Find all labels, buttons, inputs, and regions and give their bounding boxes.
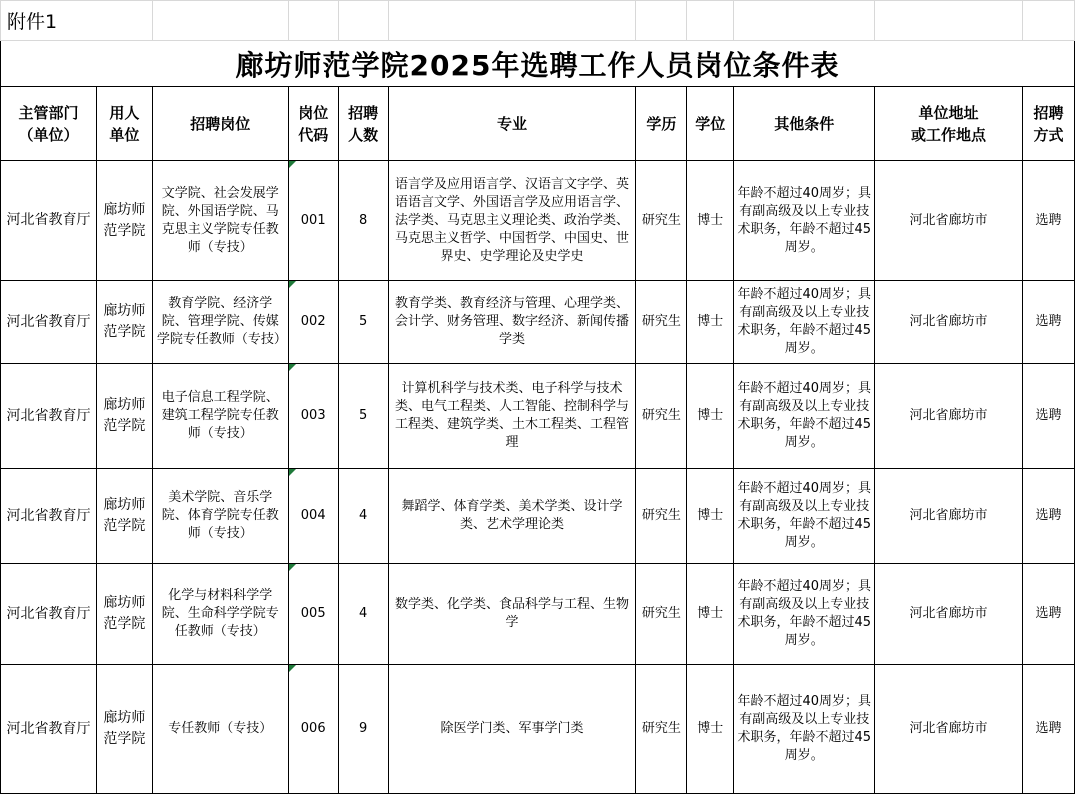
cell-count: 9 (338, 665, 388, 794)
table-row (1, 364, 1075, 469)
attachment-label: 附件1 (1, 1, 153, 41)
page-title: 廊坊师范学院2025年选聘工作人员岗位条件表 (1, 41, 1075, 87)
header-addr: 单位地址 或工作地点 (875, 87, 1023, 161)
comment-marker (289, 364, 296, 371)
cell-method: 选聘 (1022, 364, 1074, 469)
header-code: 岗位 代码 (288, 87, 338, 161)
comment-marker (289, 564, 296, 571)
cell-code: 003 (288, 364, 338, 469)
header-count: 招聘 人数 (338, 87, 388, 161)
cell-count: 5 (338, 281, 388, 364)
comment-marker (289, 161, 296, 168)
cell-post: 文学院、社会发展学院、外国语学院、马克思主义学院专任教师（专技） (152, 161, 288, 281)
cell-edu: 研究生 (636, 469, 687, 564)
cell-addr: 河北省廊坊市 (875, 564, 1023, 665)
cell-degree: 博士 (687, 364, 734, 469)
cell-degree: 博士 (687, 665, 734, 794)
table-row (1, 281, 1075, 364)
cell-degree: 博士 (687, 564, 734, 665)
cell-other: 年龄不超过40周岁；具有副高级及以上专业技术职务，年龄不超过45周岁。 (734, 161, 875, 281)
cell-edu: 研究生 (636, 364, 687, 469)
cell-post: 电子信息工程学院、建筑工程学院专任教师（专技） (152, 364, 288, 469)
cell-dept: 河北省教育厅 (1, 665, 97, 794)
comment-marker (289, 281, 296, 288)
header-unit: 用人 单位 (96, 87, 152, 161)
cell-degree: 博士 (687, 161, 734, 281)
cell-other: 年龄不超过40周岁；具有副高级及以上专业技术职务，年龄不超过45周岁。 (734, 281, 875, 364)
header-dept: 主管部门 （单位） (1, 87, 97, 161)
cell-major: 舞蹈学、体育学类、美术学类、设计学类、艺术学理论类 (388, 469, 636, 564)
cell-method: 选聘 (1022, 564, 1074, 665)
cell-unit: 廊坊师范学院 (96, 665, 152, 794)
cell-major: 计算机科学与技术类、电子科学与技术类、电气工程类、人工智能、控制科学与工程类、建筑学类、土木工程类、工程管理 (388, 364, 636, 469)
cell-addr: 河北省廊坊市 (875, 281, 1023, 364)
cell-major: 数学类、化学类、食品科学与工程、生物学 (388, 564, 636, 665)
cell-count: 4 (338, 564, 388, 665)
cell-unit: 廊坊师范学院 (96, 161, 152, 281)
cell-dept: 河北省教育厅 (1, 364, 97, 469)
table-row (1, 665, 1075, 794)
cell-other: 年龄不超过40周岁；具有副高级及以上专业技术职务，年龄不超过45周岁。 (734, 364, 875, 469)
cell-degree: 博士 (687, 281, 734, 364)
cell-post: 化学与材料科学学院、生命科学学院专任教师（专技） (152, 564, 288, 665)
cell-unit: 廊坊师范学院 (96, 364, 152, 469)
cell-addr: 河北省廊坊市 (875, 364, 1023, 469)
cell-unit: 廊坊师范学院 (96, 281, 152, 364)
cell-other: 年龄不超过40周岁；具有副高级及以上专业技术职务，年龄不超过45周岁。 (734, 469, 875, 564)
table-row (1, 161, 1075, 281)
header-post: 招聘岗位 (152, 87, 288, 161)
cell-edu: 研究生 (636, 665, 687, 794)
cell-other: 年龄不超过40周岁；具有副高级及以上专业技术职务，年龄不超过45周岁。 (734, 564, 875, 665)
header-method: 招聘 方式 (1022, 87, 1074, 161)
cell-unit: 廊坊师范学院 (96, 564, 152, 665)
cell-major: 教育学类、教育经济与管理、心理学类、会计学、财务管理、数字经济、新闻传播学类 (388, 281, 636, 364)
cell-count: 5 (338, 364, 388, 469)
cell-dept: 河北省教育厅 (1, 469, 97, 564)
cell-addr: 河北省廊坊市 (875, 665, 1023, 794)
cell-addr: 河北省廊坊市 (875, 469, 1023, 564)
cell-count: 8 (338, 161, 388, 281)
cell-method: 选聘 (1022, 469, 1074, 564)
table-row (1, 564, 1075, 665)
cell-code: 004 (288, 469, 338, 564)
cell-method: 选聘 (1022, 281, 1074, 364)
comment-marker (289, 469, 296, 476)
cell-dept: 河北省教育厅 (1, 564, 97, 665)
cell-edu: 研究生 (636, 161, 687, 281)
cell-code: 001 (288, 161, 338, 281)
header-degree: 学位 (687, 87, 734, 161)
cell-method: 选聘 (1022, 161, 1074, 281)
cell-degree: 博士 (687, 469, 734, 564)
table-row (1, 469, 1075, 564)
cell-post: 教育学院、经济学院、管理学院、传媒学院专任教师（专技） (152, 281, 288, 364)
cell-post: 美术学院、音乐学院、体育学院专任教师（专技） (152, 469, 288, 564)
cell-major: 语言学及应用语言学、汉语言文字学、英语语言文学、外国语言学及应用语言学、法学类、马克思主义理论类、政治学类、马克思主义哲学、中国哲学、中国史、世界史、史学理论及史学史 (388, 161, 636, 281)
cell-dept: 河北省教育厅 (1, 281, 97, 364)
cell-count: 4 (338, 469, 388, 564)
header-major: 专业 (388, 87, 636, 161)
header-row (1, 87, 1075, 161)
header-other: 其他条件 (734, 87, 875, 161)
cell-major: 除医学门类、军事学门类 (388, 665, 636, 794)
cell-unit: 廊坊师范学院 (96, 469, 152, 564)
cell-edu: 研究生 (636, 281, 687, 364)
cell-post: 专任教师（专技） (152, 665, 288, 794)
cell-code: 006 (288, 665, 338, 794)
cell-other: 年龄不超过40周岁；具有副高级及以上专业技术职务，年龄不超过45周岁。 (734, 665, 875, 794)
cell-dept: 河北省教育厅 (1, 161, 97, 281)
cell-code: 002 (288, 281, 338, 364)
header-edu: 学历 (636, 87, 687, 161)
comment-marker (289, 665, 296, 672)
cell-edu: 研究生 (636, 564, 687, 665)
cell-addr: 河北省廊坊市 (875, 161, 1023, 281)
cell-method: 选聘 (1022, 665, 1074, 794)
cell-code: 005 (288, 564, 338, 665)
